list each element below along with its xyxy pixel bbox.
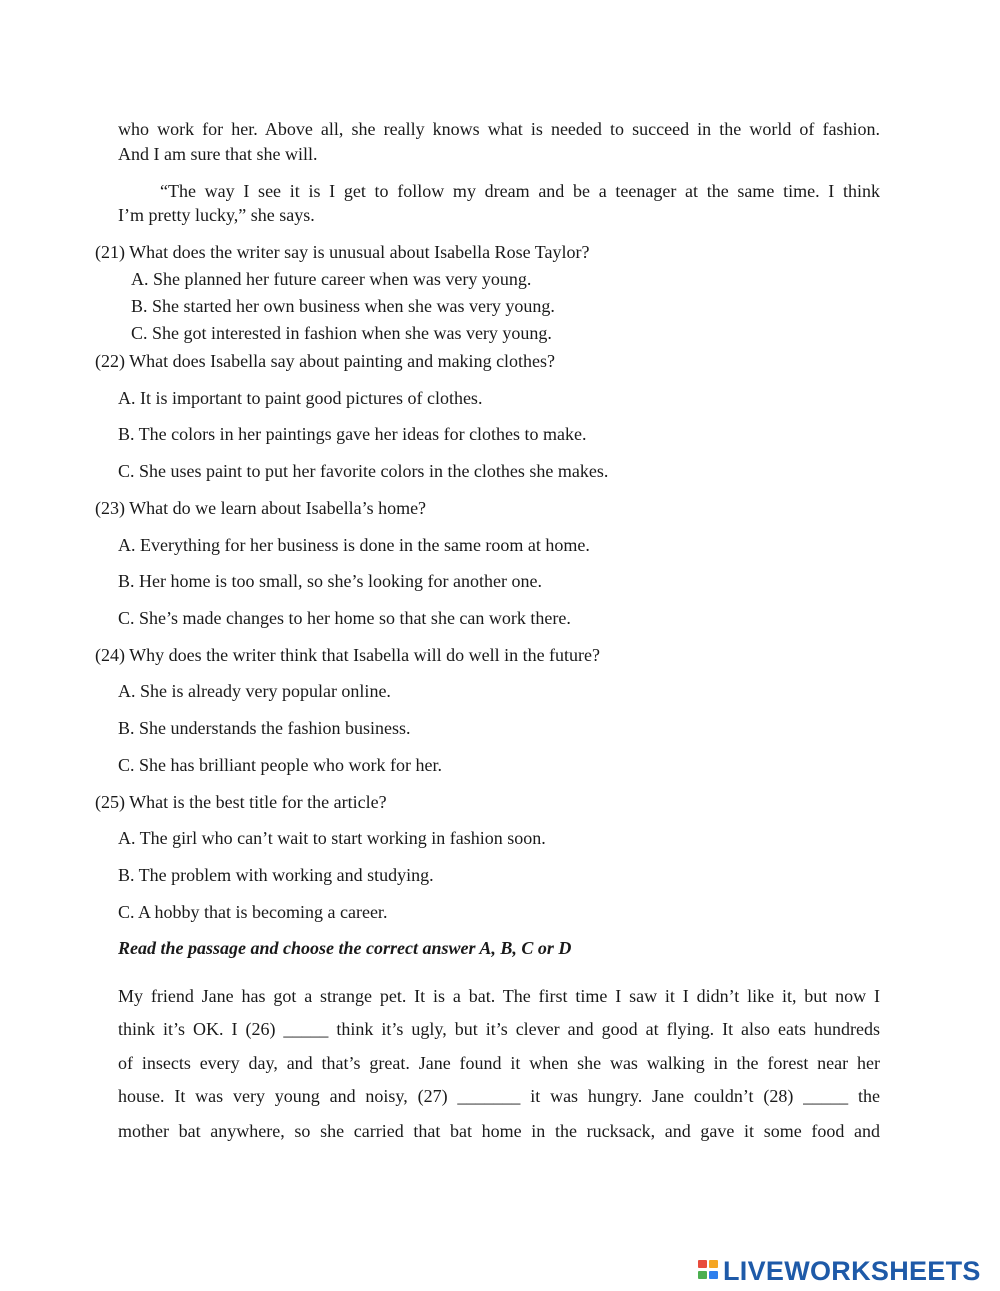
quote-line-2: I’m pretty lucky,” she says. xyxy=(118,205,315,225)
question-21-option-a[interactable]: A. She planned her future career when was very young. xyxy=(131,269,532,289)
question-25-stem: (25) What is the best title for the article? xyxy=(95,792,387,812)
question-22-option-a[interactable]: A. It is important to paint good pictures of clothes. xyxy=(118,388,483,408)
question-24-stem: (24) Why does the writer think that Isabella will do well in the future? xyxy=(95,645,601,665)
logo-block-blue xyxy=(709,1271,718,1279)
intro-line-1: who work for her. Above all, she really knows what is needed to succeed in the world of fashion. xyxy=(118,119,880,139)
passage-line-5: mother bat anywhere, so she carried that bat home in the rucksack, and gave it some food and xyxy=(118,1121,880,1141)
question-21-stem: (21) What does the writer say is unusual about Isabella Rose Taylor? xyxy=(95,242,590,262)
question-23-stem: (23) What do we learn about Isabella’s home? xyxy=(95,498,427,518)
logo-block-red xyxy=(698,1260,707,1268)
question-24-option-a[interactable]: A. She is already very popular online. xyxy=(118,681,391,701)
intro-line-2: And I am sure that she will. xyxy=(118,144,318,164)
logo-block-green xyxy=(698,1271,707,1279)
question-22-stem: (22) What does Isabella say about painting and making clothes? xyxy=(95,351,556,371)
question-24-option-b[interactable]: B. She understands the fashion business. xyxy=(118,718,411,738)
passage-line-4: house. It was very young and noisy, (27) _______ it was hungry. Jane couldn’t (28) _____ the xyxy=(118,1086,880,1106)
logo-block-orange xyxy=(709,1260,718,1268)
liveworksheets-logo xyxy=(698,1256,981,1286)
section-instruction: Read the passage and choose the correct answer A, B, C or D xyxy=(118,938,572,958)
passage-line-3: of insects every day, and that’s great. Jane found it when she was walking in the forest near her xyxy=(118,1053,880,1073)
question-21-option-c[interactable]: C. She got interested in fashion when she was very young. xyxy=(131,323,552,343)
question-22-option-c[interactable]: C. She uses paint to put her favorite colors in the clothes she makes. xyxy=(118,461,609,481)
question-23-option-c[interactable]: C. She’s made changes to her home so that she can work there. xyxy=(118,608,571,628)
question-22-option-b[interactable]: B. The colors in her paintings gave her ideas for clothes to make. xyxy=(118,424,587,444)
question-25-option-c[interactable]: C. A hobby that is becoming a career. xyxy=(118,902,388,922)
question-25-option-a[interactable]: A. The girl who can’t wait to start working in fashion soon. xyxy=(118,828,546,848)
question-21-option-b[interactable]: B. She started her own business when she was very young. xyxy=(131,296,555,316)
question-24-option-c[interactable]: C. She has brilliant people who work for her. xyxy=(118,755,442,775)
logo-blocks-icon xyxy=(698,1258,720,1284)
passage-line-2: think it’s OK. I (26) _____ think it’s ugly, but it’s clever and good at flying. It also eats hundreds xyxy=(118,1019,880,1039)
passage-line-1: My friend Jane has got a strange pet. It is a bat. The first time I saw it I didn’t like it, but now I xyxy=(118,986,880,1006)
question-25-option-b[interactable]: B. The problem with working and studying. xyxy=(118,865,434,885)
quote-line-1: “The way I see it is I get to follow my dream and be a teenager at the same time. I think xyxy=(160,181,880,201)
question-23-option-a[interactable]: A. Everything for her business is done in the same room at home. xyxy=(118,535,590,555)
logo-text: LIVEWORKSHEETS xyxy=(723,1256,981,1286)
question-23-option-b[interactable]: B. Her home is too small, so she’s looking for another one. xyxy=(118,571,542,591)
